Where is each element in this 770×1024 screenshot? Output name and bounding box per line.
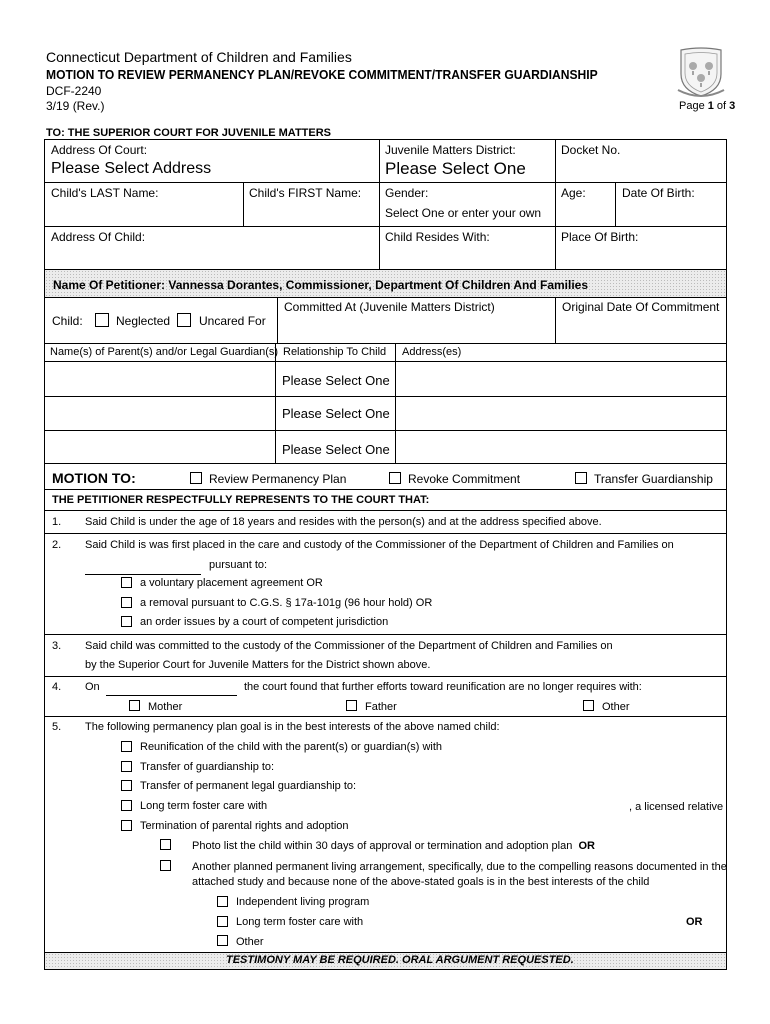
birthplace-field[interactable] [561, 246, 721, 266]
photo-list-label: Photo list the child within 30 days of approval or termination and adoption plan OR [192, 840, 595, 852]
voluntary-placement-label: a voluntary placement agreement OR [140, 577, 323, 589]
age-field[interactable] [561, 202, 611, 222]
relationship-header: Relationship To Child [283, 346, 387, 358]
item-4-on: On [85, 681, 100, 693]
page-total: 3 [729, 100, 736, 112]
item-2-text: Said Child is was first placed in the care and custody of the Commissioner of the Department of Children and Families on [85, 539, 674, 551]
court-order-label: an order issues by a court of competent jurisdiction [140, 616, 389, 628]
item-5-text: The following permanency plan goal is in the best interests of the above named child: [85, 721, 500, 733]
child-status-label: Child: [52, 314, 83, 328]
revoke-commitment-label: Revoke Commitment [408, 472, 521, 486]
other-parent-label: Other [602, 701, 630, 713]
foster-relative-name-field[interactable] [270, 798, 620, 814]
child-first-name-label: Child's FIRST Name: [249, 186, 362, 200]
parent-address-field[interactable] [401, 365, 721, 393]
sub-other-label: Other [236, 936, 264, 948]
item-4-text: the court found that further efforts toward reunification are no longer requires with: [244, 681, 642, 693]
testimony-notice: TESTIMONY MAY BE REQUIRED. ORAL ARGUMENT REQUESTED. [226, 954, 574, 966]
committed-at-label: Committed At (Juvenile Matters District) [284, 300, 495, 314]
review-permanency-label: Review Permanency Plan [209, 472, 347, 486]
represents-heading: THE PETITIONER RESPECTFULLY REPRESENTS TO THE COURT THAT: [52, 494, 430, 506]
parent-name-field[interactable] [50, 400, 270, 428]
form-title: MOTION TO REVIEW PERMANENCY PLAN/REVOKE COMMITMENT/TRANSFER GUARDIANSHIP [46, 67, 598, 82]
transfer-guardianship-goal-label: Transfer of guardianship to: [140, 761, 275, 773]
uncared-for-label: Uncared For [199, 314, 266, 328]
district-select[interactable]: Please Select One [385, 159, 526, 178]
dob-label: Date Of Birth: [622, 186, 695, 200]
relationship-select[interactable]: Please Select One [282, 442, 390, 457]
dob-field[interactable] [622, 202, 722, 222]
sub-other-checkbox[interactable] [217, 935, 228, 946]
neglected-checkbox[interactable] [95, 313, 109, 327]
parents-names-header: Name(s) of Parent(s) and/or Legal Guardian(s) [50, 346, 279, 358]
court-address-select[interactable]: Please Select Address [51, 160, 212, 177]
gender-select[interactable]: Select One or enter your own [385, 206, 542, 220]
committed-at-field[interactable] [284, 316, 550, 338]
finding-date-field[interactable] [106, 695, 237, 696]
appla-label-1: Another planned permanent living arrangement, specifically, due to the compelling reasons documented in the [192, 861, 727, 873]
petitioner-name: Name Of Petitioner: Vannessa Dorantes, Commissioner, Department Of Children And Families [53, 278, 589, 292]
sub-foster-care-field[interactable] [365, 914, 675, 930]
court-order-checkbox[interactable] [121, 616, 132, 627]
mother-label: Mother [148, 701, 183, 713]
parent-address-field[interactable] [401, 434, 721, 460]
voluntary-placement-checkbox[interactable] [121, 577, 132, 588]
agency-name: Connecticut Department of Children and Families [46, 49, 352, 65]
appla-checkbox[interactable] [160, 860, 171, 871]
item-1-text: Said Child is under the age of 18 years and resides with the person(s) and at the address specified above. [85, 516, 602, 528]
licensed-relative-label: , a licensed relative [629, 801, 724, 813]
item-3-number: 3. [52, 640, 62, 652]
photo-list-checkbox[interactable] [160, 839, 171, 850]
revoke-commitment-checkbox[interactable] [389, 472, 401, 484]
docket-field[interactable] [561, 158, 721, 180]
birthplace-label: Place Of Birth: [561, 230, 639, 244]
independent-living-label: Independent living program [236, 896, 370, 908]
father-label: Father [365, 701, 397, 713]
district-label: Juvenile Matters District: [385, 143, 516, 157]
original-date-field[interactable] [562, 316, 722, 338]
sub-foster-care-checkbox[interactable] [217, 916, 228, 927]
permanent-guardianship-checkbox[interactable] [121, 780, 132, 791]
addressee-line: TO: THE SUPERIOR COURT FOR JUVENILE MATTERS [46, 127, 331, 139]
child-address-label: Address Of Child: [51, 230, 146, 244]
child-address-field[interactable] [51, 246, 375, 266]
docket-label: Docket No. [561, 143, 621, 157]
commitment-date-field[interactable] [582, 638, 722, 654]
item-3-text-1: Said child was committed to the custody of the Commissioner of the Department of Children and Families on [85, 640, 613, 652]
other-parent-checkbox[interactable] [583, 700, 594, 711]
transfer-guardianship-checkbox[interactable] [575, 472, 587, 484]
appla-label-2: attached study and because none of the above-stated goals is in the best interests of the child [192, 876, 650, 888]
item-2-number: 2. [52, 539, 62, 551]
parent-address-field[interactable] [401, 400, 721, 428]
placement-date-field[interactable] [85, 574, 201, 575]
age-label: Age: [561, 186, 586, 200]
item-5-number: 5. [52, 721, 62, 733]
reunification-checkbox[interactable] [121, 741, 132, 752]
mother-checkbox[interactable] [129, 700, 140, 711]
independent-living-checkbox[interactable] [217, 896, 228, 907]
original-date-label: Original Date Of Commitment [562, 300, 720, 314]
sub-other-field[interactable] [275, 933, 715, 949]
photo-list-or: OR [578, 840, 595, 852]
gender-label: Gender: [385, 186, 429, 200]
motion-to-label: MOTION TO: [52, 470, 136, 486]
relationship-select[interactable]: Please Select One [282, 406, 390, 421]
transfer-guardianship-label: Transfer Guardianship [594, 472, 713, 486]
item-4-number: 4. [52, 681, 62, 693]
termination-adoption-checkbox[interactable] [121, 820, 132, 831]
relationship-select[interactable]: Please Select One [282, 373, 390, 388]
reunification-label: Reunification of the child with the parent(s) or guardian(s) with [140, 741, 443, 753]
uncared-for-checkbox[interactable] [177, 313, 191, 327]
item-1-number: 1. [52, 516, 62, 528]
resides-with-label: Child Resides With: [385, 230, 490, 244]
resides-with-field[interactable] [385, 246, 551, 266]
long-term-foster-label: Long term foster care with [140, 800, 268, 812]
court-address-label: Address Of Court: [51, 143, 148, 157]
neglected-label: Neglected [116, 314, 171, 328]
item-3-text-2: by the Superior Court for Juvenile Matters for the District shown above. [85, 659, 431, 671]
page-indicator: Page 1 of 3 [679, 100, 736, 112]
parent-name-field[interactable] [50, 365, 270, 393]
termination-adoption-label: Termination of parental rights and adoption [140, 820, 349, 832]
transfer-guardianship-goal-checkbox[interactable] [121, 761, 132, 772]
form-number: DCF-2240 [46, 84, 102, 98]
pursuant-to-label: pursuant to: [209, 559, 268, 571]
addresses-header: Address(es) [402, 346, 462, 358]
father-checkbox[interactable] [346, 700, 357, 711]
page-number: 1 [707, 100, 714, 112]
child-last-name-label: Child's LAST Name: [51, 186, 159, 200]
sub-foster-care-label: Long term foster care with [236, 916, 364, 928]
child-last-name-field[interactable] [51, 202, 239, 222]
child-first-name-field[interactable] [249, 202, 375, 222]
form-revision: 3/19 (Rev.) [46, 99, 105, 113]
state-seal-icon [676, 46, 726, 98]
parent-name-field[interactable] [50, 434, 270, 460]
removal-96-hour-checkbox[interactable] [121, 597, 132, 608]
long-term-foster-checkbox[interactable] [121, 800, 132, 811]
review-permanency-checkbox[interactable] [190, 472, 202, 484]
removal-96-hour-label: a removal pursuant to C.G.S. § 17a-101g (96 hour hold) OR [140, 597, 433, 609]
permanent-guardianship-label: Transfer of permanent legal guardianship to: [140, 780, 357, 792]
sub-foster-care-or: OR [686, 916, 703, 928]
